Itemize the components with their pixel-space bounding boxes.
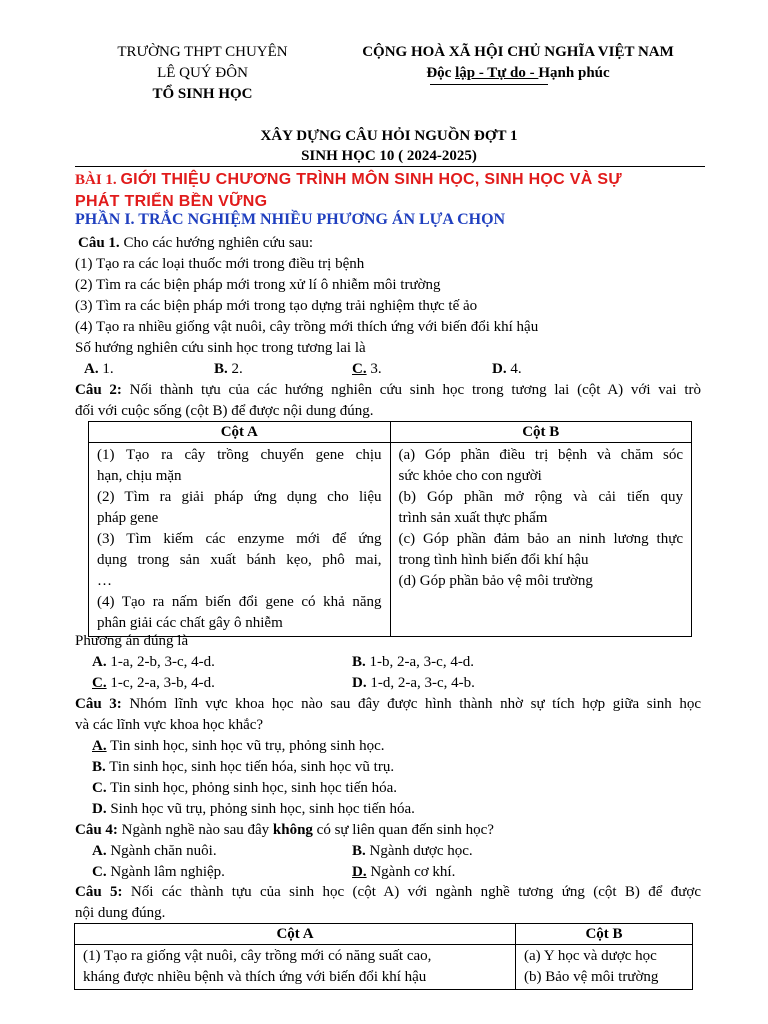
q3-label: Câu 3: — [75, 696, 122, 712]
option-key: B. — [214, 361, 228, 377]
q1-option-c — [352, 359, 382, 380]
q3-option-a — [92, 736, 385, 757]
column-a-cell — [75, 945, 516, 990]
q2-stem: Phương án đúng là — [75, 633, 189, 649]
table-row — [89, 443, 692, 637]
cell-line: hạn, chịu mặn — [97, 468, 182, 484]
lesson-name-line2: PHÁT TRIỂN BỀN VỮNG — [75, 193, 268, 210]
column-b-cell — [390, 443, 692, 637]
option-key: D. — [352, 675, 367, 691]
q4-label: Câu 4: — [75, 822, 118, 838]
cell-line: trong tình hình biến đổi khí hậu — [398, 552, 589, 568]
option-text: 1. — [98, 361, 114, 377]
column-a-header: Cột A — [75, 924, 516, 945]
q2-text: Nối thành tựu của các hướng nghiên cứu sinh học trong tương lai (cột A) với vai trò — [121, 382, 701, 398]
cell-line: (1) Tạo ra giống vật nuôi, cây trồng mới có năng suất cao, — [83, 948, 432, 964]
q2-label: Câu 2: — [75, 382, 122, 398]
column-a-cell — [89, 443, 391, 637]
column-b-header: Cột B — [390, 422, 692, 443]
q3-prompt-line2: và các lĩnh vực khoa học khắc? — [75, 717, 264, 733]
school-name-line1: TRƯỜNG THPT CHUYÊN — [117, 44, 288, 60]
option-key-correct: C. — [352, 361, 367, 377]
doc-subtitle: SINH HỌC 10 ( 2024-2025) — [301, 148, 477, 164]
q1-option-d — [492, 359, 522, 380]
option-text: Tin sinh học, phỏng sinh học, sinh học tiến hóa. — [106, 780, 398, 796]
q5-matching-table — [74, 923, 693, 990]
q5-label: Câu 5: — [75, 884, 123, 900]
q4-text: có sự liên quan đến sinh học? — [312, 822, 494, 838]
option-key: B. — [352, 654, 366, 670]
option-key-correct: A. — [92, 738, 107, 754]
option-key: B. — [352, 843, 366, 859]
lesson-title — [75, 169, 707, 212]
q2-option-c — [92, 673, 215, 694]
cell-line: kháng được nhiều bệnh và thích ứng với biến đổi khí hậu — [83, 969, 427, 985]
table-header-row — [75, 924, 693, 945]
cell-line: (d) Góp phần bảo vệ môi trường — [398, 573, 593, 589]
q1-item: (4) Tạo ra nhiều giống vật nuôi, cây trồng mới thích ứng với biến đổi khí hậu — [75, 319, 539, 335]
motto-part-a: Độc — [426, 65, 456, 81]
q4-option-c — [92, 862, 225, 883]
cell-line: (c) Góp phần đảm bảo an ninh lương thực — [398, 531, 683, 547]
q3-text: Nhóm lĩnh vực khoa học nào sau đây được hình thành nhờ sự tích hợp giữa sinh học — [121, 696, 701, 712]
q3-prompt-line1 — [75, 694, 701, 715]
q2-option-b — [352, 652, 474, 673]
option-text: Ngành lâm nghiệp. — [106, 864, 225, 880]
cell-line: dụng trong sản xuất bánh kẹo, phô mai, — [97, 552, 382, 568]
cell-line: pháp gene — [97, 510, 159, 526]
nation-header — [318, 42, 718, 84]
option-text: Tin sinh học, sinh học tiến hóa, sinh học vũ trụ. — [105, 759, 395, 775]
option-text: Tin sinh học, sinh học vũ trụ, phỏng sinh học. — [106, 738, 385, 754]
school-name-line2: LÊ QUÝ ĐÔN — [157, 65, 248, 81]
cell-line: … — [97, 573, 112, 589]
nation-name: CỘNG HOÀ XÃ HỘI CHỦ NGHĨA VIỆT NAM — [362, 44, 674, 60]
option-text: Ngành chăn nuôi. — [106, 843, 217, 859]
title-divider — [75, 166, 705, 167]
option-key: D. — [492, 361, 507, 377]
option-key-correct: C. — [92, 675, 107, 691]
option-key: A. — [84, 361, 99, 377]
motto-part-b: lập - Tự do - — [455, 65, 539, 81]
q1-item: (1) Tạo ra các loại thuốc mới trong điều trị bệnh — [75, 256, 365, 272]
national-motto — [318, 63, 718, 84]
q1-item: (2) Tìm ra các biện pháp mới trong xử lí ô nhiễm môi trường — [75, 277, 441, 293]
cell-line: (2) Tìm ra giải pháp ứng dụng cho liệu — [97, 489, 382, 505]
cell-line: phân giải các chất gây ô nhiễm — [97, 615, 283, 631]
doc-title: XÂY DỰNG CÂU HỎI NGUỒN ĐỢT 1 — [260, 128, 518, 144]
q4-text: Ngành nghề nào sau đây — [117, 822, 273, 838]
q3-option-d — [92, 799, 415, 820]
q4-option-b — [352, 841, 473, 862]
cell-line: (a) Góp phần điều trị bệnh và chăm sóc — [398, 447, 683, 463]
table-row — [75, 945, 693, 990]
option-text: 1-a, 2-b, 3-c, 4-d. — [106, 654, 215, 670]
cell-line: (b) Bảo vệ môi trường — [524, 969, 659, 985]
cell-line: (a) Y học và dược học — [524, 948, 657, 964]
option-text: 4. — [506, 361, 522, 377]
q3-option-b — [92, 757, 394, 778]
option-key: D. — [92, 801, 107, 817]
column-b-cell — [516, 945, 693, 990]
q5-text: Nối các thành tựu của sinh học (cột A) với ngành nghề tương ứng (cột B) để được — [122, 884, 702, 900]
q4-emphasis: không — [272, 822, 313, 838]
q4-option-a — [92, 841, 217, 862]
q1-label: Câu 1. — [78, 235, 120, 251]
q1-text: Cho các hướng nghiên cứu sau: — [119, 235, 314, 251]
q2-matching-table — [88, 421, 692, 637]
option-text: 2. — [227, 361, 243, 377]
part-heading: PHẦN I. TRẮC NGHIỆM NHIỀU PHƯƠNG ÁN LỰA CHỌN — [75, 211, 506, 228]
option-text: Sinh học vũ trụ, phỏng sinh học, sinh học tiến hóa. — [106, 801, 415, 817]
column-a-header: Cột A — [89, 422, 391, 443]
column-b-header: Cột B — [516, 924, 693, 945]
option-key: C. — [92, 864, 107, 880]
q1-prompt — [78, 233, 313, 254]
cell-line: (1) Tạo ra cây trồng chuyển gene chịu — [97, 447, 382, 463]
option-key-correct: D. — [352, 864, 367, 880]
motto-part-c: Hạnh phúc — [538, 65, 610, 81]
q1-option-b — [214, 359, 243, 380]
option-key: A. — [92, 654, 107, 670]
option-text: 1-b, 2-a, 3-c, 4-d. — [365, 654, 475, 670]
option-key: B. — [92, 759, 106, 775]
cell-line: (4) Tạo ra nấm biến đổi gene có khả năng — [97, 594, 382, 610]
option-text: 3. — [366, 361, 382, 377]
cell-line: (3) Tìm kiếm các enzyme mới để ứng — [97, 531, 382, 547]
q4-prompt — [75, 820, 494, 841]
q1-item: (3) Tìm ra các biện pháp mới trong tạo dựng trải nghiệm thực tế ảo — [75, 298, 478, 314]
option-text: 1-d, 2-a, 3-c, 4-b. — [366, 675, 475, 691]
q5-prompt-line2: nội dung đúng. — [75, 905, 166, 921]
option-text: Ngành dược học. — [365, 843, 473, 859]
lesson-name-line1: GIỚI THIỆU CHƯƠNG TRÌNH MÔN SINH HỌC, SINH HỌC VÀ SỰ — [120, 171, 622, 188]
department-name: TỔ SINH HỌC — [152, 86, 253, 102]
school-header — [95, 42, 310, 105]
q3-option-c — [92, 778, 397, 799]
q2-option-a — [92, 652, 215, 673]
q1-stem: Số hướng nghiên cứu sinh học trong tương lai là — [75, 340, 366, 356]
table-header-row — [89, 422, 692, 443]
cell-line: sức khỏe cho con người — [398, 468, 542, 484]
option-key: A. — [92, 843, 107, 859]
q2-prompt-line2: đối với cuộc sống (cột B) để được nội dung đúng. — [75, 403, 374, 419]
q2-option-d — [352, 673, 475, 694]
option-text: Ngành cơ khí. — [366, 864, 456, 880]
q4-option-d — [352, 862, 455, 883]
cell-line: (b) Góp phần mở rộng và cải tiến quy — [398, 489, 683, 505]
option-text: 1-c, 2-a, 3-b, 4-d. — [106, 675, 215, 691]
q5-prompt-line1 — [75, 882, 701, 903]
option-key: C. — [92, 780, 107, 796]
cell-line: trình sản xuất thực phẩm — [398, 510, 548, 526]
q1-option-a — [84, 359, 114, 380]
lesson-number: BÀI 1. — [75, 172, 121, 188]
q2-prompt-line1 — [75, 380, 701, 401]
motto-underline — [430, 84, 548, 85]
